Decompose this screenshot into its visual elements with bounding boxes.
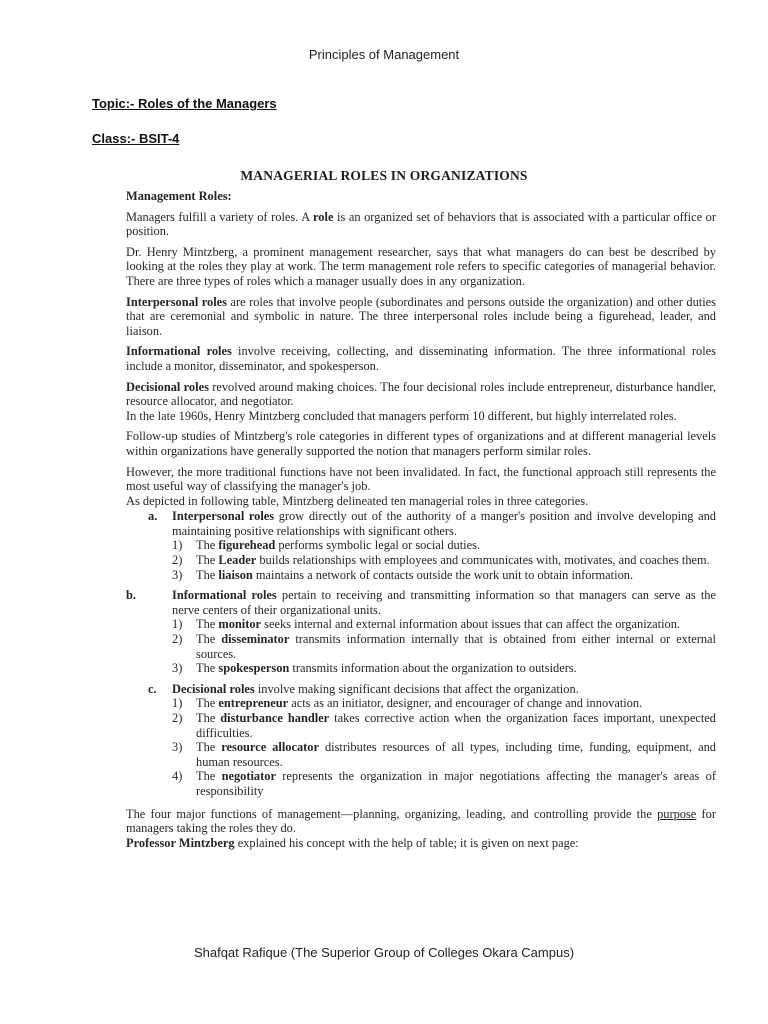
page-footer: Shafqat Rafique (The Superior Group of Colleges Okara Campus) bbox=[193, 945, 575, 960]
topic-line: Topic:- Roles of the Managers bbox=[92, 96, 277, 111]
paragraph-interpersonal: Interpersonal roles are roles that involve people (subordinates and persons outside the organization) and other duties that are ceremonial and symbolic in nature. The three interpersonal roles include being a figurehead, leader, and liaison. bbox=[126, 294, 717, 338]
management-roles-heading: Management Roles: bbox=[126, 189, 232, 203]
page-header: Principles of Management bbox=[308, 47, 460, 62]
informational-role-list bbox=[172, 617, 716, 675]
section-informational-roles: b. Informational roles pertain to receiving and transmitting information so that managers can serve as the nerve centers of their organizational units. 1) The monitor seeks internal and external information about issues that can affect the organization. 2) The disseminator transmits information internally that is obtained from either internal or external sources. 3) The spokesperson transmits information about the organization to outsiders. bbox=[126, 588, 716, 676]
list-item: 1) The figurehead performs symbolic legal or social duties. bbox=[172, 538, 481, 553]
list-item: 3) The spokesperson transmits information about the organization to outsiders. bbox=[172, 661, 577, 676]
interpersonal-role-list bbox=[172, 538, 716, 582]
section-marker: a. bbox=[148, 509, 158, 524]
section-marker: b. bbox=[126, 588, 136, 603]
list-item: 1) The monitor seeks internal and external information about issues that can affect the organization. bbox=[172, 617, 681, 632]
paragraph-mintzberg: Dr. Henry Mintzberg, a prominent management researcher, says that what managers do can best be described by looking at the roles they play at work. The term management role refers to specific categories of managerial behavior. There are three types of roles which a manager usually does in any organization. bbox=[126, 244, 716, 288]
paragraph-depicted: As depicted in following table, Mintzberg delineated ten managerial roles in three categories. bbox=[126, 493, 589, 508]
paragraph-follow-up: Follow-up studies of Mintzberg's role categories in different types of organizations and at different managerial levels within organizations have generally supported the notion that managers perform similar roles. bbox=[126, 429, 716, 458]
list-item: 1) The entrepreneur acts as an initiator, designer, and encourager of change and innovation. bbox=[172, 696, 643, 711]
decisional-role-list bbox=[172, 696, 716, 798]
section-interpersonal-roles: a. Interpersonal roles grow directly out of the authority of a manger's position and involve developing and maintaining positive relationships with significant others. 1) The figurehead performs symbolic legal or social duties. 2) The Leader builds relationships with employees and communicates with, motivates, and coaches them. 3) The liaison maintains a network of contacts outside the work unit to obtain information. bbox=[126, 509, 716, 582]
list-item: 2) The Leader builds relationships with employees and communicates with, motivates, and coaches them. bbox=[172, 553, 710, 568]
paragraph-informational: Informational roles involve receiving, collecting, and disseminating information. The three informational roles include a monitor, disseminator, and spokesperson. bbox=[126, 344, 716, 373]
paragraph-professor-mintzberg: Professor Mintzberg explained his concept with the help of table; it is given on next page: bbox=[126, 835, 579, 850]
paragraph-role-definition: Managers fulfill a variety of roles. A role is an organized set of behaviors that is associated with a particular office or position. bbox=[126, 209, 716, 239]
list-item: 3) The resource allocator distributes resources of all types, including time, funding, equipment, and human resources. bbox=[172, 740, 716, 769]
list-item: 2) The disseminator transmits information internally that is obtained from either internal or external sources. bbox=[172, 632, 716, 661]
class-line: Class:- BSIT-4 bbox=[92, 131, 180, 146]
list-item: 3) The liaison maintains a network of contacts outside the work unit to obtain information. bbox=[172, 567, 634, 582]
list-item: 2) The disturbance handler takes corrective action when the organization faces important, unexpected difficulties. bbox=[172, 711, 716, 740]
list-item: 4) The negotiator represents the organization in major negotiations affecting the manager's areas of responsibility bbox=[172, 769, 716, 798]
section-decisional-roles: c. Decisional roles involve making significant decisions that affect the organization. 1) The entrepreneur acts as an initiator, designer, and encourager of change and innovation. 2) The disturbance handler takes corrective action when the organization faces important, unexpected difficulties. 3) The resource allocator distributes resources of all types, including time, funding, equipment, and human resources. 4) The negotiator represents the organization in major negotiations affecting the manager's areas of responsibility bbox=[126, 682, 716, 799]
paragraph-four-functions: The four major functions of management—planning, organizing, leading, and controlling provide the purpose for managers taking the roles they do. bbox=[126, 806, 716, 836]
document-heading: MANAGERIAL ROLES IN ORGANIZATIONS bbox=[240, 168, 528, 183]
paragraph-late-1960s: In the late 1960s, Henry Mintzberg concluded that managers perform 10 different, but highly interrelated roles. bbox=[126, 408, 677, 423]
paragraph-however: However, the more traditional functions have not been invalidated. In fact, the functional approach still represents the most useful way of classifying the manager's job. bbox=[126, 464, 716, 494]
paragraph-decisional: Decisional roles revolved around making choices. The four decisional roles include entrepreneur, disturbance handler, resource allocator, and negotiator. bbox=[126, 379, 717, 409]
section-marker: c. bbox=[148, 681, 157, 696]
document-body bbox=[126, 189, 716, 856]
